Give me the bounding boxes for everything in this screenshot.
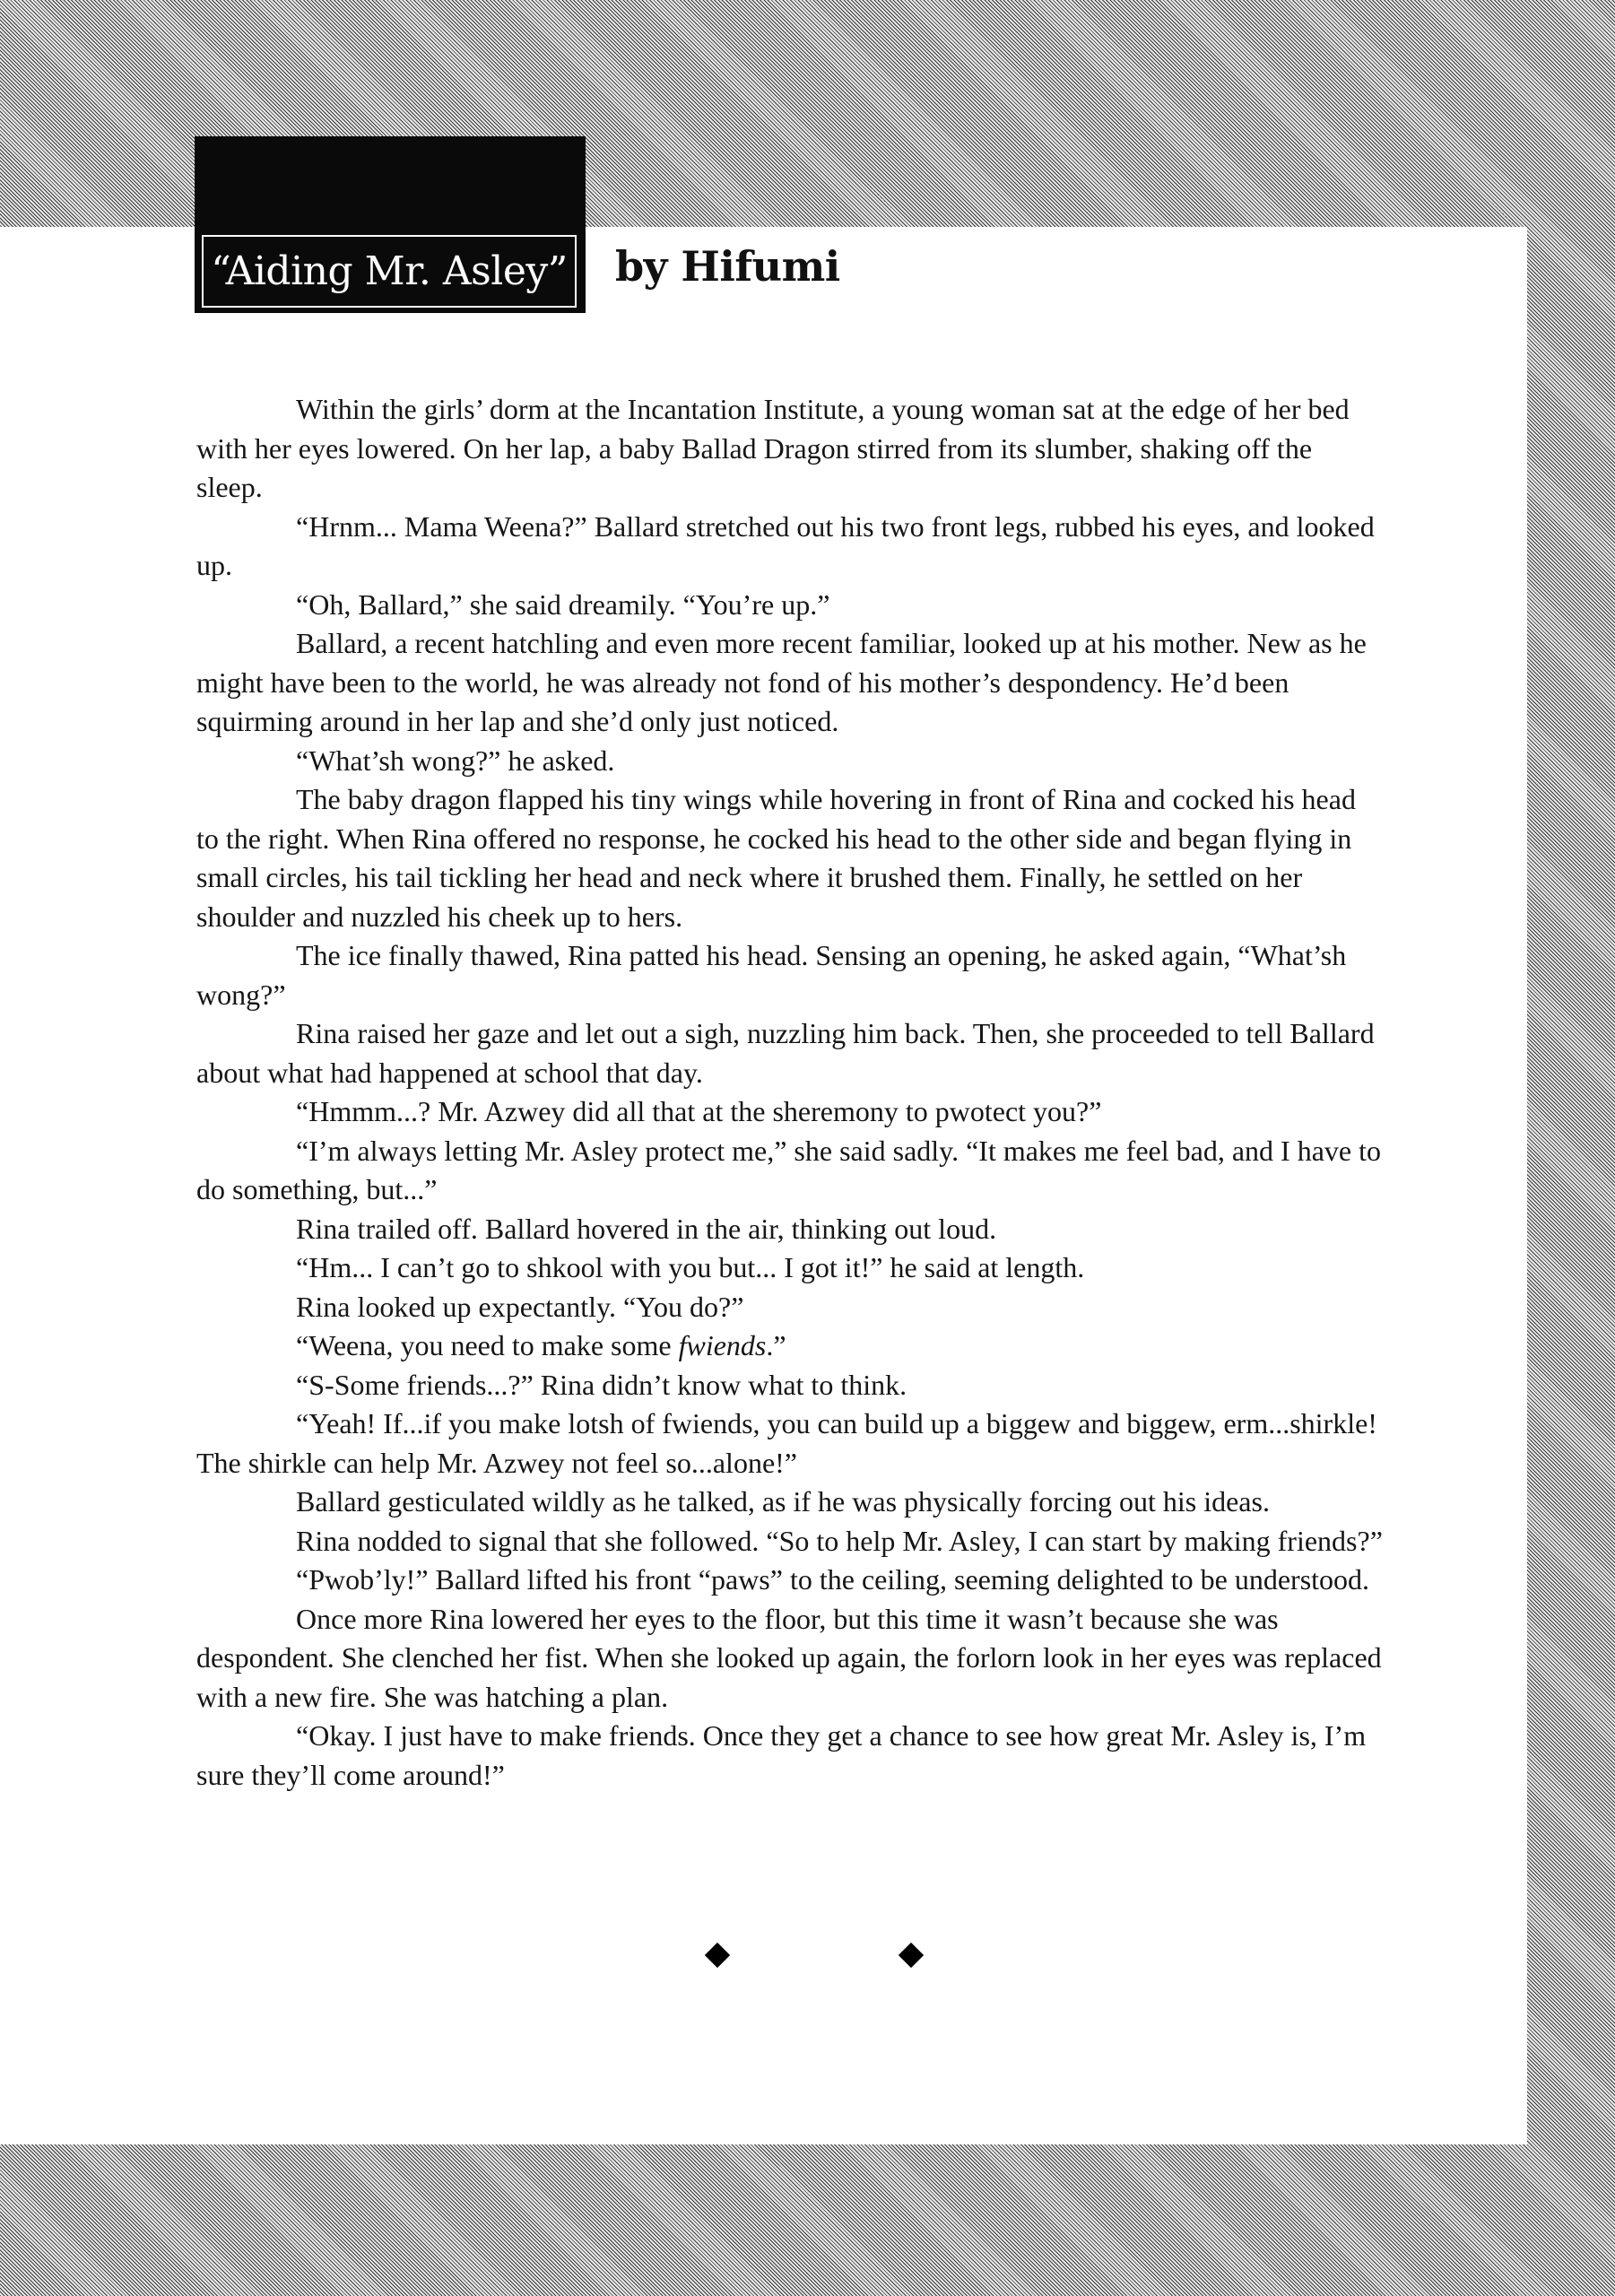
paragraph: Rina nodded to signal that she followed. “So to help Mr. Asley, I can start by making friends?”	[296, 1524, 1383, 1557]
paragraph: “S-Some friends...?” Rina didn’t know what to think.	[296, 1368, 907, 1401]
section-divider	[703, 1939, 927, 1975]
emphasized-text: fwiends	[678, 1329, 767, 1361]
paragraph: Rina looked up expectantly. “You do?”	[296, 1290, 744, 1323]
paragraph: Rina raised her gaze and let out a sigh, nuzzling him back. Then, she proceeded to tell Ballard about what had happened at school that day.	[196, 1017, 1375, 1089]
diamond-icon	[705, 1943, 730, 1968]
paragraph: The baby dragon flapped his tiny wings while hovering in front of Rina and cocked his head to the right. When Rina offered no response, he cocked his head to the other side and began flying in small circles, his tail tickling her head and neck where it brushed them. Finally, he settled on her shoulder and nuzzled his cheek up to hers.	[196, 783, 1356, 933]
paragraph: Within the girls’ dorm at the Incantation Institute, a young woman sat at the edge of her bed with her eyes lowered. On her lap, a baby Ballad Dragon stirred from its slumber, shaking off the sleep.	[196, 393, 1350, 503]
paragraph: “I’m always letting Mr. Asley protect me,” she said sadly. “It makes me feel bad, and I have to do something, but...”	[196, 1134, 1381, 1205]
paragraph: “Hm... I can’t go to shkool with you but... I got it!” he said at length.	[296, 1251, 1085, 1283]
author-byline: by Hifumi	[615, 242, 840, 291]
paragraph: “Yeah! If...if you make lotsh of fwiends, you can build up a biggew and biggew, erm...shirkle! The shirkle can help Mr. Azwey not feel so...alone!”	[196, 1407, 1377, 1479]
diamond-icon	[899, 1943, 924, 1968]
paragraph: “Hrnm... Mama Weena?” Ballard stretched out his two front legs, rubbed his eyes, and looked up.	[196, 509, 1375, 581]
paragraph: The ice finally thawed, Rina patted his head. Sensing an opening, he asked again, “What’sh wong?”	[196, 939, 1347, 1011]
paragraph: “Okay. I just have to make friends. Once they get a chance to see how great Mr. Asley is, I’m sure they’ll come around!”	[196, 1719, 1367, 1791]
paragraph: Ballard gesticulated wildly as he talked, as if he was physically forcing out his ideas.	[296, 1485, 1270, 1518]
paragraph: “What’sh wong?” he asked.	[296, 744, 615, 777]
story-body	[196, 390, 1385, 1795]
paragraph	[196, 1326, 1385, 1366]
title-frame	[202, 235, 577, 308]
paragraph: Ballard, a recent hatchling and even more recent familiar, looked up at his mother. New as he might have been to the world, he was already not fond of his mother’s despondency. He’d been squirming around in her lap and she’d only just noticed.	[196, 627, 1367, 737]
story-title: “Aiding Mr. Asley”	[211, 248, 568, 294]
paragraph: “Oh, Ballard,” she said dreamily. “You’re up.”	[296, 587, 830, 621]
paragraph: Rina trailed off. Ballard hovered in the air, thinking out loud.	[296, 1212, 997, 1245]
paragraph: “Hmmm...? Mr. Azwey did all that at the sheremony to pwotect you?”	[296, 1095, 1102, 1127]
text-span: .”	[766, 1329, 786, 1361]
paragraph: Once more Rina lowered her eyes to the floor, but this time it wasn’t because she was despondent. She clenched her fist. When she looked up again, the forlorn look in her eyes was replaced with a new fire. She was hatching a plan.	[196, 1602, 1382, 1713]
paragraph: “Pwob’ly!” Ballard lifted his front “paws” to the ceiling, seeming delighted to be understood.	[296, 1563, 1370, 1596]
text-span: “Weena, you need to make some	[296, 1329, 679, 1361]
